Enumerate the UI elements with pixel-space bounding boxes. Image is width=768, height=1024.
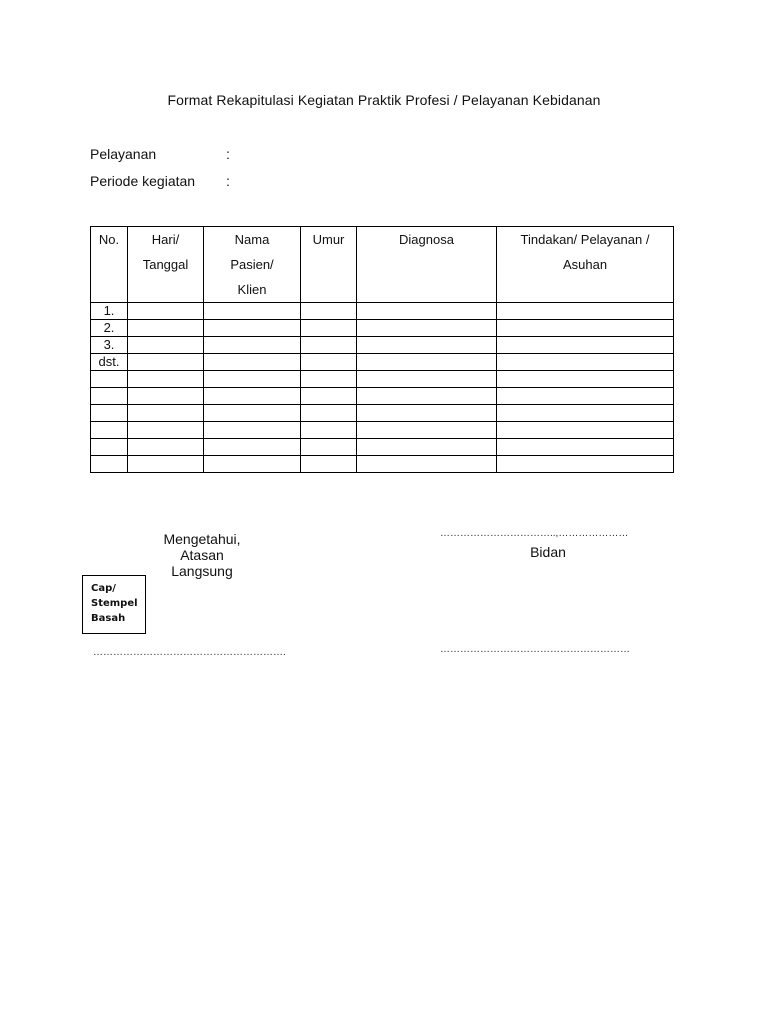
row-number-cell: 2. bbox=[91, 320, 128, 337]
atasan-label: Atasan Langsung bbox=[171, 547, 233, 579]
empty-cell bbox=[204, 422, 301, 439]
right-signature-line: ………………………………………………… bbox=[440, 644, 630, 655]
row-number-cell: 3. bbox=[91, 337, 128, 354]
column-header-line: Hari/ bbox=[151, 232, 180, 247]
row-number-cell bbox=[91, 439, 128, 456]
empty-cell bbox=[301, 405, 357, 422]
empty-cell bbox=[497, 354, 674, 371]
stamp-box bbox=[82, 575, 146, 634]
empty-cell bbox=[128, 354, 204, 371]
empty-cell bbox=[497, 320, 674, 337]
empty-cell bbox=[497, 303, 674, 320]
table-row bbox=[91, 303, 674, 320]
empty-cell bbox=[497, 371, 674, 388]
empty-cell bbox=[128, 456, 204, 473]
recap-table bbox=[90, 226, 674, 473]
empty-cell bbox=[301, 371, 357, 388]
column-header-line bbox=[91, 277, 127, 302]
stamp-line: Cap/ bbox=[91, 583, 116, 594]
empty-cell bbox=[357, 354, 497, 371]
stamp-line: Basah bbox=[91, 613, 126, 624]
empty-cell bbox=[204, 439, 301, 456]
empty-cell bbox=[357, 422, 497, 439]
row-number-cell bbox=[91, 388, 128, 405]
empty-cell bbox=[357, 371, 497, 388]
empty-cell bbox=[301, 303, 357, 320]
empty-cell bbox=[204, 405, 301, 422]
empty-cell bbox=[128, 320, 204, 337]
column-header bbox=[91, 227, 128, 303]
column-header-line: Pasien/ bbox=[230, 257, 274, 272]
field-label-periode: Periode kegiatan bbox=[90, 173, 196, 189]
column-header-line bbox=[301, 252, 356, 277]
column-header bbox=[301, 227, 357, 303]
empty-cell bbox=[128, 337, 204, 354]
row-number-cell bbox=[91, 456, 128, 473]
empty-cell bbox=[357, 320, 497, 337]
column-header-line: Nama bbox=[234, 232, 270, 247]
empty-cell bbox=[128, 422, 204, 439]
empty-cell bbox=[301, 388, 357, 405]
empty-cell bbox=[301, 354, 357, 371]
bidan-label: Bidan bbox=[530, 544, 566, 560]
empty-cell bbox=[204, 303, 301, 320]
empty-cell bbox=[497, 405, 674, 422]
table-body bbox=[91, 303, 674, 473]
empty-cell bbox=[357, 456, 497, 473]
empty-cell bbox=[357, 405, 497, 422]
column-header-line bbox=[497, 277, 673, 302]
empty-cell bbox=[301, 439, 357, 456]
column-header bbox=[497, 227, 674, 303]
empty-cell bbox=[301, 456, 357, 473]
empty-cell bbox=[357, 439, 497, 456]
row-number-cell bbox=[91, 371, 128, 388]
empty-cell bbox=[128, 439, 204, 456]
column-header-line: Diagnosa bbox=[399, 232, 454, 247]
row-number-cell bbox=[91, 422, 128, 439]
empty-cell bbox=[128, 371, 204, 388]
empty-cell bbox=[128, 405, 204, 422]
column-header-line: Klien bbox=[237, 282, 267, 297]
empty-cell bbox=[301, 320, 357, 337]
empty-cell bbox=[128, 303, 204, 320]
empty-cell bbox=[128, 388, 204, 405]
empty-cell bbox=[497, 337, 674, 354]
empty-cell bbox=[497, 422, 674, 439]
field-label-pelayanan: Pelayanan bbox=[90, 146, 157, 162]
column-header-line: Asuhan bbox=[562, 257, 608, 272]
empty-cell bbox=[204, 456, 301, 473]
empty-cell bbox=[204, 388, 301, 405]
left-signature-line: …………………………………………………. bbox=[93, 647, 286, 658]
empty-cell bbox=[497, 388, 674, 405]
column-header-line: No. bbox=[98, 232, 120, 247]
empty-cell bbox=[204, 371, 301, 388]
column-header bbox=[204, 227, 301, 303]
empty-cell bbox=[204, 354, 301, 371]
row-number-cell: dst. bbox=[91, 354, 128, 371]
stamp-line: Stempel bbox=[91, 598, 138, 609]
column-header-line bbox=[128, 277, 203, 302]
column-header-line bbox=[301, 277, 356, 302]
empty-cell bbox=[301, 422, 357, 439]
table-row bbox=[91, 371, 674, 388]
empty-cell bbox=[357, 303, 497, 320]
table-row bbox=[91, 320, 674, 337]
empty-cell bbox=[357, 388, 497, 405]
empty-cell bbox=[357, 337, 497, 354]
empty-cell bbox=[497, 456, 674, 473]
table-row bbox=[91, 354, 674, 371]
field-colon-pelayanan: : bbox=[226, 146, 230, 162]
column-header-line: Tanggal bbox=[142, 257, 189, 272]
table-row bbox=[91, 439, 674, 456]
column-header-line bbox=[357, 252, 496, 277]
empty-cell bbox=[204, 337, 301, 354]
table-row bbox=[91, 337, 674, 354]
empty-cell bbox=[204, 320, 301, 337]
field-colon-periode: : bbox=[226, 173, 230, 189]
table-header-row bbox=[91, 227, 674, 303]
table-row bbox=[91, 388, 674, 405]
table-row bbox=[91, 405, 674, 422]
table-row bbox=[91, 456, 674, 473]
column-header-line bbox=[357, 277, 496, 302]
document-title: Format Rekapitulasi Kegiatan Praktik Profesi / Pelayanan Kebidanan bbox=[167, 92, 601, 108]
empty-cell bbox=[301, 337, 357, 354]
column-header bbox=[357, 227, 497, 303]
table-row bbox=[91, 422, 674, 439]
row-number-cell bbox=[91, 405, 128, 422]
date-placeholder-line: ……………………………..,………………… bbox=[440, 528, 629, 539]
column-header-line: Tindakan/ Pelayanan / bbox=[520, 232, 650, 247]
approval-block bbox=[148, 531, 256, 579]
column-header-line: Umur bbox=[312, 232, 345, 247]
empty-cell bbox=[497, 439, 674, 456]
mengetahui-label: Mengetahui, bbox=[163, 531, 241, 547]
column-header bbox=[128, 227, 204, 303]
row-number-cell: 1. bbox=[91, 303, 128, 320]
column-header-line bbox=[91, 252, 127, 277]
